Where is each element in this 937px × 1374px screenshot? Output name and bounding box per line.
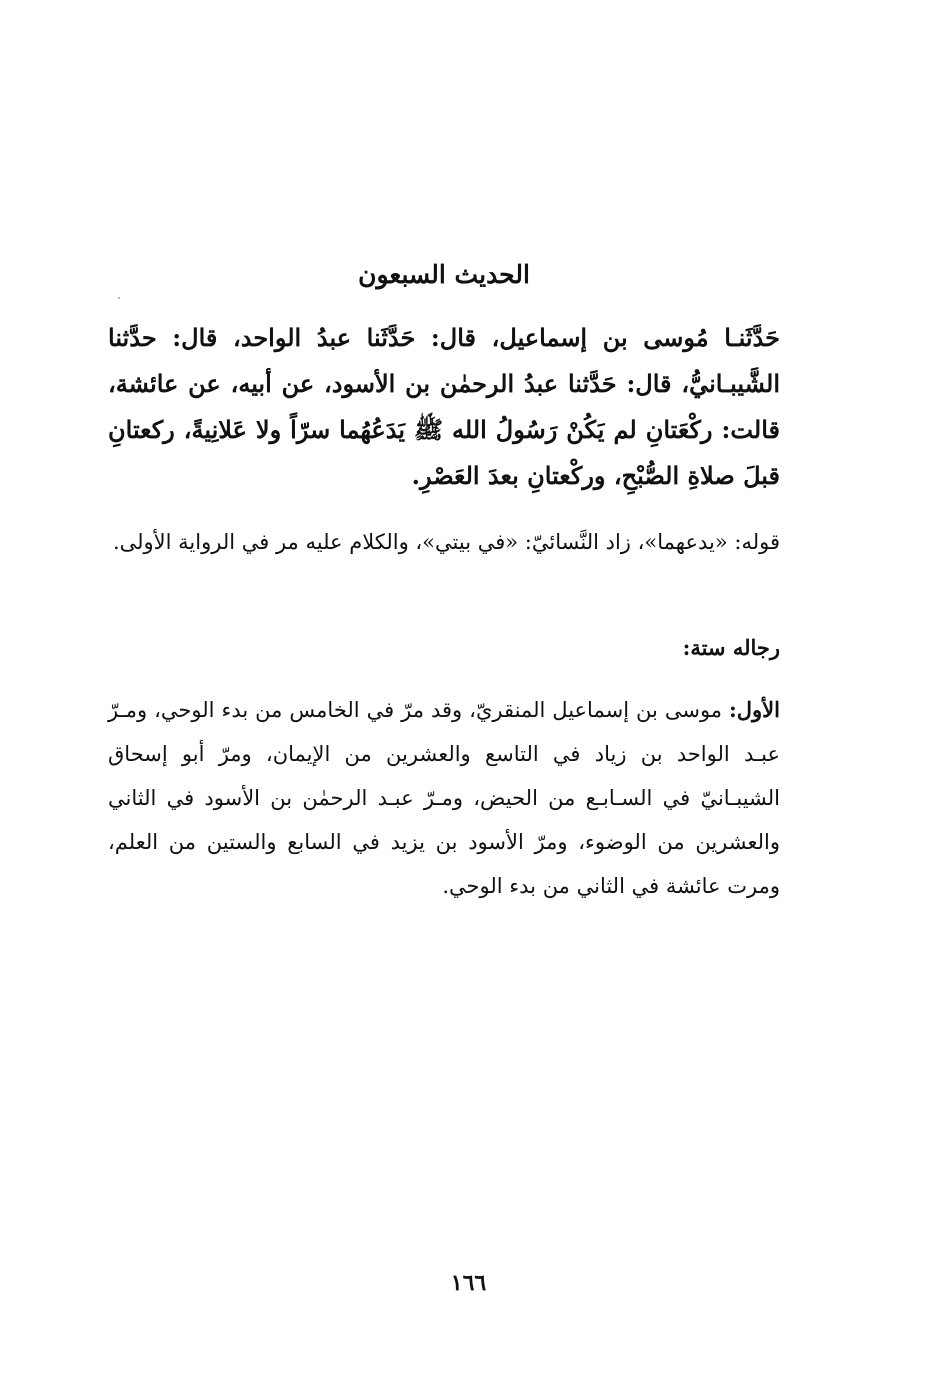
narrators-paragraph	[108, 688, 780, 908]
narrators-body: موسى بن إسماعيل المنقريّ، وقد مرّ في الخامس من بدء الوحي، ومـرّ عبـد الواحد بن زياد في التاسع والعشرين من الإيمان، ومرّ أبو إسحاق الشيبـانيّ في السـابـع من الحيض، ومـرّ عبـد الرحمٰن بن الأسود في الثاني والعشرين من الوضوء، ومرّ الأسود بن يزيد في السابع والستين من العلم، ومرت عائشة في الثاني من بدء الوحي.	[108, 698, 780, 898]
page-number: ١٦٦	[450, 1270, 487, 1296]
margin-speck	[118, 297, 120, 299]
commentary-paragraph: قوله: «يدعهما»، زاد النَّسائيّ: «في بيتي»، والكلام عليه مر في الرواية الأولى.	[112, 530, 780, 554]
section-heading: الحديث السبعون	[358, 260, 530, 289]
narrators-lead: الأول:	[729, 697, 780, 722]
hadith-text: حَدَّثَنـا مُوسى بن إسماعيل، قال: حَدَّثَنا عبدُ الواحد، قال: حدَّثنا الشَّيبـانيُّ، قال: حَدَّثنا عبدُ الرحمٰن بن الأسود، عن أبيه، عن عائشة، قالت: ركْعَتانِ لم يَكُنْ رَسُولُ الله ﷺ يَدَعُهُما سرّاً ولا عَلانِيةً، ركعتانِ قبلَ صلاةِ الصُّبْحِ، وركْعتانِ بعدَ العَصْرِ.	[108, 323, 780, 490]
narrators-heading: رجاله ستة:	[682, 635, 780, 660]
